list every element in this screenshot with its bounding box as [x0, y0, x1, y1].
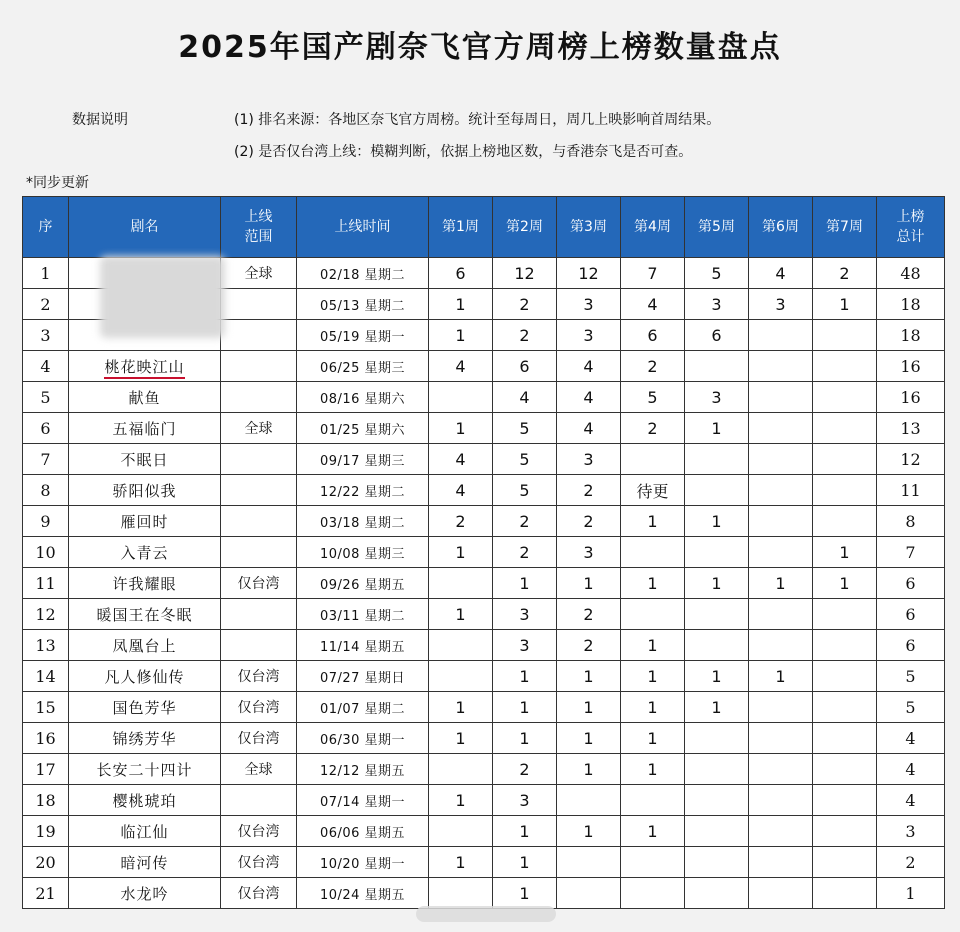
table-row: [23, 816, 945, 847]
week-cell: [685, 537, 749, 568]
week-cell: 4: [557, 382, 621, 413]
rank-cell: 10: [23, 537, 69, 568]
scope-cell: [221, 289, 297, 320]
week-cell: [685, 351, 749, 382]
week-cell: [813, 723, 877, 754]
week-cell: [749, 878, 813, 909]
date-cell: 12/22 星期二: [297, 475, 429, 506]
week-cell: 2: [557, 599, 621, 630]
drama-name-cell: [69, 351, 221, 382]
rank-cell: 18: [23, 785, 69, 816]
total-cell: 4: [877, 723, 945, 754]
week-cell: [429, 630, 493, 661]
week-cell: 1: [557, 723, 621, 754]
week-cell: [621, 878, 685, 909]
total-cell: 8: [877, 506, 945, 537]
week-cell: [813, 444, 877, 475]
week-cell: 12: [493, 258, 557, 289]
column-header: 第6周: [749, 197, 813, 258]
scope-cell: [221, 320, 297, 351]
rank-cell: 12: [23, 599, 69, 630]
scope-cell: 仅台湾: [221, 816, 297, 847]
week-cell: 5: [621, 382, 685, 413]
scope-cell: 全球: [221, 754, 297, 785]
rank-cell: 8: [23, 475, 69, 506]
week-cell: 1: [749, 568, 813, 599]
date-cell: 07/27 星期日: [297, 661, 429, 692]
table-row: [23, 382, 945, 413]
total-cell: 5: [877, 692, 945, 723]
total-cell: 4: [877, 785, 945, 816]
column-header: 序: [23, 197, 69, 258]
week-cell: [813, 754, 877, 785]
week-cell: [429, 878, 493, 909]
column-header: 第4周: [621, 197, 685, 258]
rank-cell: 17: [23, 754, 69, 785]
week-cell: 6: [685, 320, 749, 351]
table-row: [23, 413, 945, 444]
scope-cell: 仅台湾: [221, 568, 297, 599]
total-cell: 18: [877, 320, 945, 351]
week-cell: 4: [557, 413, 621, 444]
week-cell: 1: [685, 661, 749, 692]
week-cell: 1: [621, 568, 685, 599]
week-cell: 1: [493, 816, 557, 847]
week-cell: 1: [493, 692, 557, 723]
date-cell: 10/24 星期五: [297, 878, 429, 909]
scope-cell: 全球: [221, 258, 297, 289]
date-cell: 01/25 星期六: [297, 413, 429, 444]
scope-cell: 仅台湾: [221, 878, 297, 909]
table-row: [23, 754, 945, 785]
week-cell: 2: [493, 289, 557, 320]
date-cell: 10/08 星期三: [297, 537, 429, 568]
week-cell: [813, 475, 877, 506]
scope-cell: 仅台湾: [221, 847, 297, 878]
week-cell: 2: [621, 351, 685, 382]
table-row: [23, 847, 945, 878]
drama-name-cell: 临江仙: [69, 816, 221, 847]
week-cell: [813, 785, 877, 816]
week-cell: 1: [429, 692, 493, 723]
week-cell: [813, 630, 877, 661]
week-cell: 4: [429, 444, 493, 475]
week-cell: 1: [429, 599, 493, 630]
rank-cell: 20: [23, 847, 69, 878]
week-cell: [429, 661, 493, 692]
week-cell: 4: [749, 258, 813, 289]
table-header-row: [23, 197, 945, 258]
week-cell: 4: [493, 382, 557, 413]
drama-name-cell: 不眠日: [69, 444, 221, 475]
column-header: 上线 范围: [221, 197, 297, 258]
week-cell: 1: [493, 661, 557, 692]
rank-cell: 1: [23, 258, 69, 289]
drama-name-cell: 雁回时: [69, 506, 221, 537]
week-cell: 5: [493, 475, 557, 506]
total-cell: 2: [877, 847, 945, 878]
week-cell: [685, 785, 749, 816]
week-cell: 2: [493, 320, 557, 351]
week-cell: 1: [557, 816, 621, 847]
date-cell: 06/25 星期三: [297, 351, 429, 382]
total-cell: 3: [877, 816, 945, 847]
week-cell: [621, 785, 685, 816]
drama-name-cell: 凤凰台上: [69, 630, 221, 661]
week-cell: 2: [557, 475, 621, 506]
week-cell: [429, 754, 493, 785]
week-cell: 1: [685, 568, 749, 599]
column-header: 第5周: [685, 197, 749, 258]
week-cell: 4: [557, 351, 621, 382]
week-cell: 4: [429, 351, 493, 382]
notes-label: 数据说明: [72, 112, 128, 128]
total-cell: 6: [877, 599, 945, 630]
total-cell: 6: [877, 568, 945, 599]
column-header: 上线时间: [297, 197, 429, 258]
week-cell: [749, 506, 813, 537]
total-cell: 6: [877, 630, 945, 661]
page-title: 2025年国产剧奈飞官方周榜上榜数量盘点: [178, 30, 782, 65]
total-cell: 16: [877, 351, 945, 382]
week-cell: [749, 785, 813, 816]
drama-name-cell: 长安二十四计: [69, 754, 221, 785]
data-notes: [72, 104, 720, 168]
scope-cell: 仅台湾: [221, 723, 297, 754]
scope-cell: [221, 630, 297, 661]
week-cell: 1: [685, 692, 749, 723]
week-cell: 2: [557, 630, 621, 661]
sync-note: *同步更新: [26, 175, 89, 191]
scope-cell: [221, 537, 297, 568]
week-cell: [749, 351, 813, 382]
date-cell: 03/11 星期二: [297, 599, 429, 630]
scope-cell: 全球: [221, 413, 297, 444]
table-row: [23, 878, 945, 909]
week-cell: 2: [621, 413, 685, 444]
week-cell: [749, 754, 813, 785]
week-cell: 4: [621, 289, 685, 320]
week-cell: 1: [621, 816, 685, 847]
week-cell: [749, 320, 813, 351]
week-cell: 3: [557, 537, 621, 568]
drama-name-cell: 骄阳似我: [69, 475, 221, 506]
week-cell: 2: [493, 506, 557, 537]
drama-name-cell: 暗河传: [69, 847, 221, 878]
week-cell: 1: [429, 289, 493, 320]
week-cell: [813, 878, 877, 909]
notes-line-1: (1) 排名来源：各地区奈飞官方周榜。统计至每周日，周几上映影响首周结果。: [234, 112, 721, 128]
week-cell: 1: [749, 661, 813, 692]
table-body: [23, 258, 945, 909]
highlighted-name: 桃花映江山: [104, 358, 184, 379]
rank-cell: 5: [23, 382, 69, 413]
date-cell: 10/20 星期一: [297, 847, 429, 878]
week-cell: 1: [493, 723, 557, 754]
week-cell: 3: [557, 444, 621, 475]
week-cell: 3: [557, 289, 621, 320]
week-cell: [685, 816, 749, 847]
date-cell: 07/14 星期一: [297, 785, 429, 816]
week-cell: 1: [813, 568, 877, 599]
drama-name-cell: 许我耀眼: [69, 568, 221, 599]
week-cell: [621, 537, 685, 568]
redacted-blur: [100, 256, 225, 338]
drama-name-cell: 水龙吟: [69, 878, 221, 909]
week-cell: 1: [429, 785, 493, 816]
total-cell: 5: [877, 661, 945, 692]
week-cell: [813, 847, 877, 878]
week-cell: 2: [429, 506, 493, 537]
table-row: [23, 661, 945, 692]
drama-name-cell: 暖国王在冬眠: [69, 599, 221, 630]
scope-cell: [221, 351, 297, 382]
date-cell: 12/12 星期五: [297, 754, 429, 785]
week-cell: 1: [557, 754, 621, 785]
total-cell: 48: [877, 258, 945, 289]
week-cell: [749, 475, 813, 506]
week-cell: [557, 847, 621, 878]
drama-name-cell: 国色芳华: [69, 692, 221, 723]
week-cell: 1: [685, 413, 749, 444]
week-cell: [621, 599, 685, 630]
rank-cell: 4: [23, 351, 69, 382]
week-cell: [749, 599, 813, 630]
week-cell: [749, 816, 813, 847]
week-cell: 1: [813, 289, 877, 320]
column-header: 剧名: [69, 197, 221, 258]
total-cell: 7: [877, 537, 945, 568]
date-cell: 03/18 星期二: [297, 506, 429, 537]
week-cell: [813, 320, 877, 351]
table-row: [23, 444, 945, 475]
week-cell: [685, 599, 749, 630]
notes-line-2: (2) 是否仅台湾上线：模糊判断，依据上榜地区数，与香港奈飞是否可查。: [234, 144, 693, 160]
drama-name-cell: 献鱼: [69, 382, 221, 413]
week-cell: 2: [493, 537, 557, 568]
week-cell: 1: [621, 723, 685, 754]
date-cell: 05/13 星期二: [297, 289, 429, 320]
scope-cell: [221, 506, 297, 537]
week-cell: 5: [685, 258, 749, 289]
rank-cell: 7: [23, 444, 69, 475]
drama-name-cell: 樱桃琥珀: [69, 785, 221, 816]
scope-cell: [221, 444, 297, 475]
watermark: [416, 906, 556, 922]
week-cell: [749, 723, 813, 754]
week-cell: [685, 475, 749, 506]
week-cell: [685, 723, 749, 754]
week-cell: [813, 351, 877, 382]
date-cell: 06/06 星期五: [297, 816, 429, 847]
week-cell: [557, 878, 621, 909]
week-cell: 1: [557, 568, 621, 599]
rank-cell: 9: [23, 506, 69, 537]
scope-cell: [221, 785, 297, 816]
date-cell: 01/07 星期二: [297, 692, 429, 723]
column-header: 第2周: [493, 197, 557, 258]
week-cell: 1: [557, 661, 621, 692]
week-cell: [813, 692, 877, 723]
table-row: [23, 599, 945, 630]
drama-name-cell: 五福临门: [69, 413, 221, 444]
rank-cell: 3: [23, 320, 69, 351]
date-cell: 09/17 星期三: [297, 444, 429, 475]
week-cell: [813, 382, 877, 413]
scope-cell: [221, 599, 297, 630]
rank-cell: 2: [23, 289, 69, 320]
week-cell: 1: [429, 847, 493, 878]
date-cell: 05/19 星期一: [297, 320, 429, 351]
week-cell: 6: [493, 351, 557, 382]
week-cell: 1: [621, 630, 685, 661]
week-cell: 1: [685, 506, 749, 537]
scope-cell: [221, 382, 297, 413]
rank-cell: 14: [23, 661, 69, 692]
week-cell: 5: [493, 444, 557, 475]
rank-cell: 19: [23, 816, 69, 847]
week-cell: [685, 878, 749, 909]
week-cell: 2: [493, 754, 557, 785]
week-cell: 1: [429, 537, 493, 568]
week-cell: [749, 692, 813, 723]
total-cell: 11: [877, 475, 945, 506]
week-cell: 1: [621, 661, 685, 692]
rank-cell: 16: [23, 723, 69, 754]
table-row: [23, 785, 945, 816]
table-row: [23, 723, 945, 754]
week-cell: [429, 382, 493, 413]
rank-cell: 15: [23, 692, 69, 723]
week-cell: 1: [429, 320, 493, 351]
week-cell: 1: [429, 413, 493, 444]
week-cell: 4: [429, 475, 493, 506]
table-row: [23, 568, 945, 599]
week-cell: [813, 816, 877, 847]
table-row: [23, 630, 945, 661]
column-header: 上榜 总计: [877, 197, 945, 258]
week-cell: [813, 661, 877, 692]
week-cell: 12: [557, 258, 621, 289]
drama-name-cell: 凡人修仙传: [69, 661, 221, 692]
week-cell: [813, 413, 877, 444]
week-cell: [685, 847, 749, 878]
table-row: [23, 506, 945, 537]
table-row: [23, 351, 945, 382]
scope-cell: 仅台湾: [221, 692, 297, 723]
rank-cell: 13: [23, 630, 69, 661]
week-cell: 3: [685, 382, 749, 413]
week-cell: 3: [493, 630, 557, 661]
week-cell: [621, 444, 685, 475]
date-cell: 09/26 星期五: [297, 568, 429, 599]
week-cell: 7: [621, 258, 685, 289]
week-cell: [749, 382, 813, 413]
week-cell: [429, 816, 493, 847]
week-cell: [813, 506, 877, 537]
date-cell: 11/14 星期五: [297, 630, 429, 661]
week-cell: 1: [557, 692, 621, 723]
week-cell: 3: [557, 320, 621, 351]
total-cell: 12: [877, 444, 945, 475]
drama-name-cell: 入青云: [69, 537, 221, 568]
week-cell: 1: [621, 692, 685, 723]
total-cell: 13: [877, 413, 945, 444]
column-header: 第7周: [813, 197, 877, 258]
week-cell: [685, 630, 749, 661]
week-cell: 1: [813, 537, 877, 568]
table-row: [23, 537, 945, 568]
week-cell: [749, 413, 813, 444]
column-header: 第1周: [429, 197, 493, 258]
rank-cell: 11: [23, 568, 69, 599]
date-cell: 06/30 星期一: [297, 723, 429, 754]
scope-cell: [221, 475, 297, 506]
week-cell: 3: [749, 289, 813, 320]
week-cell: 6: [429, 258, 493, 289]
week-cell: 2: [557, 506, 621, 537]
week-cell: 5: [493, 413, 557, 444]
week-cell: 6: [621, 320, 685, 351]
total-cell: 4: [877, 754, 945, 785]
total-cell: 18: [877, 289, 945, 320]
week-cell: [685, 754, 749, 785]
rank-cell: 21: [23, 878, 69, 909]
week-cell: 1: [493, 568, 557, 599]
week-cell: 1: [493, 847, 557, 878]
week-cell: [749, 537, 813, 568]
week-cell: 1: [621, 754, 685, 785]
week-cell: 待更: [621, 475, 685, 506]
week-cell: 1: [429, 723, 493, 754]
week-cell: [749, 847, 813, 878]
date-cell: 08/16 星期六: [297, 382, 429, 413]
week-cell: [621, 847, 685, 878]
rank-cell: 6: [23, 413, 69, 444]
week-cell: 2: [813, 258, 877, 289]
total-cell: 1: [877, 878, 945, 909]
total-cell: 16: [877, 382, 945, 413]
week-cell: [813, 599, 877, 630]
week-cell: 3: [493, 785, 557, 816]
drama-name-cell: 锦绣芳华: [69, 723, 221, 754]
week-cell: [749, 444, 813, 475]
date-cell: 02/18 星期二: [297, 258, 429, 289]
week-cell: [557, 785, 621, 816]
column-header: 第3周: [557, 197, 621, 258]
scope-cell: 仅台湾: [221, 661, 297, 692]
week-cell: [685, 444, 749, 475]
week-cell: [429, 568, 493, 599]
week-cell: 1: [493, 878, 557, 909]
table-row: [23, 692, 945, 723]
week-cell: 3: [685, 289, 749, 320]
table-row: [23, 475, 945, 506]
week-cell: [749, 630, 813, 661]
week-cell: 3: [493, 599, 557, 630]
week-cell: 1: [621, 506, 685, 537]
